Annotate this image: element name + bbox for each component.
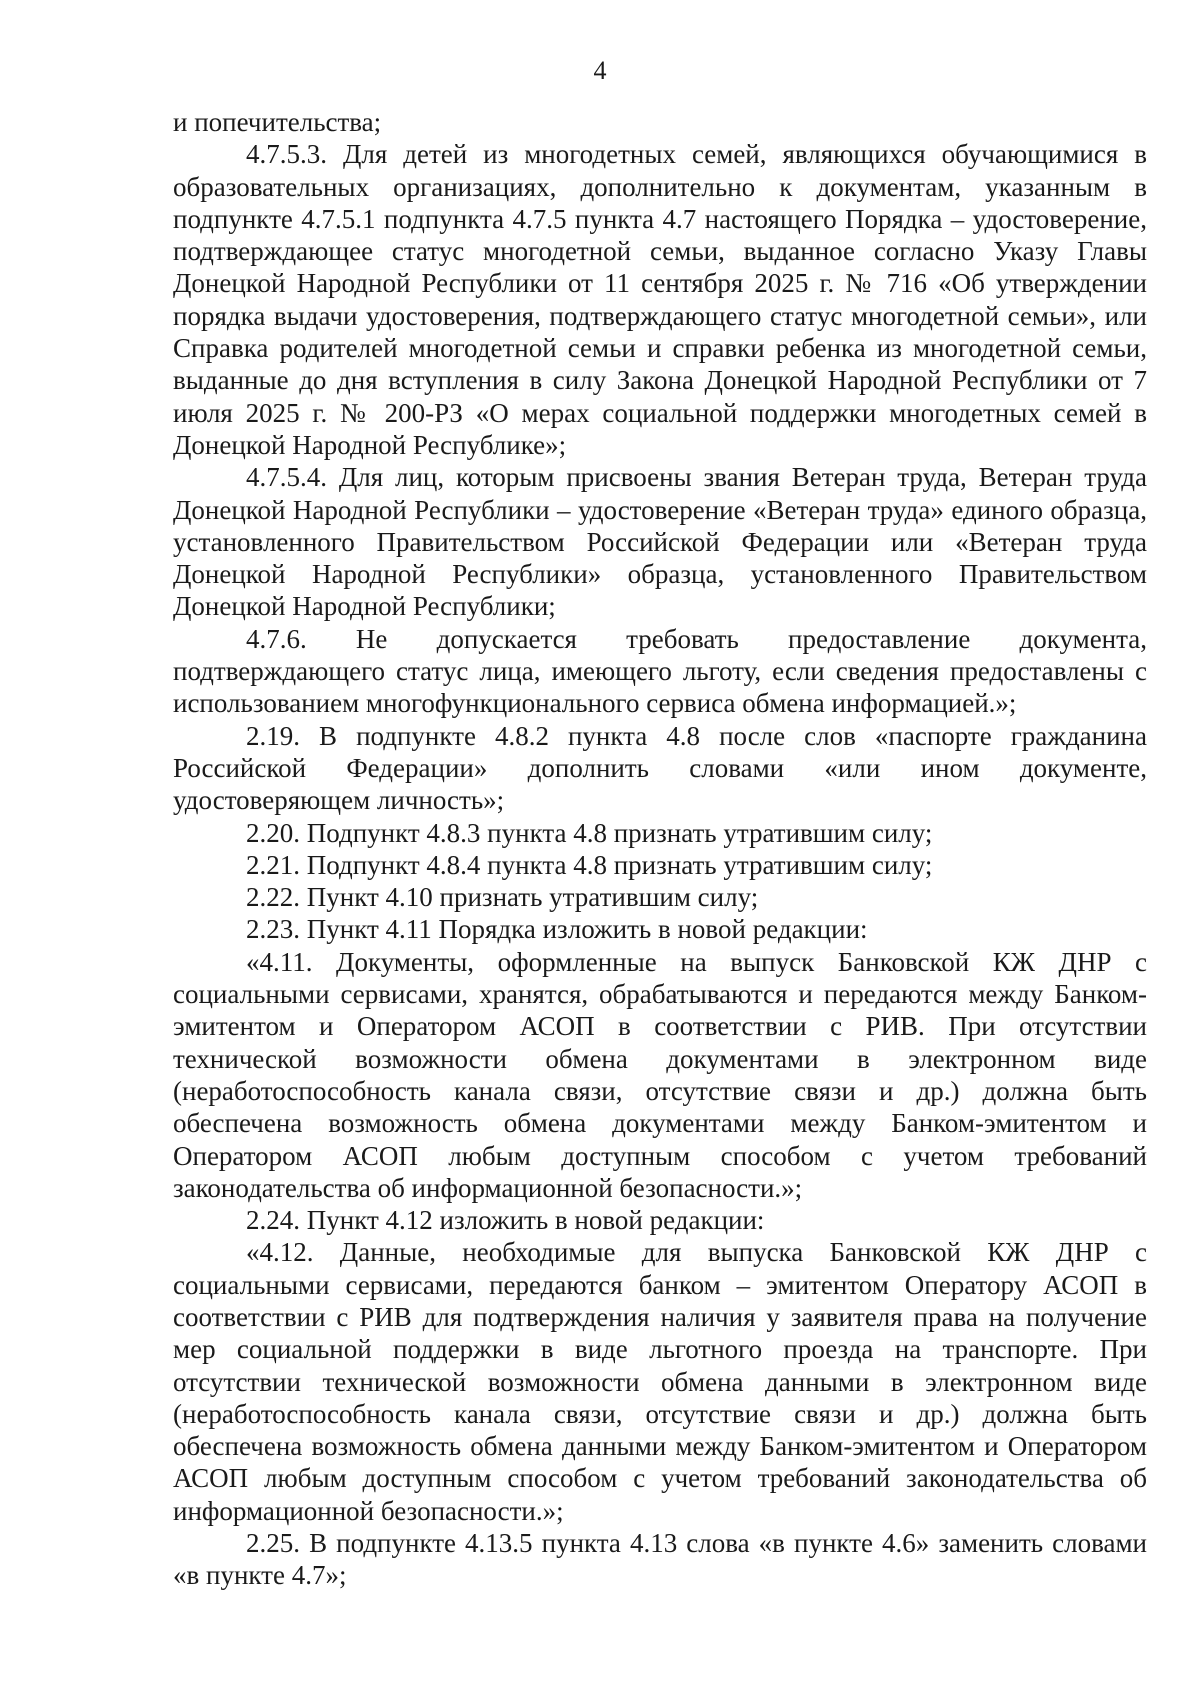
paragraph-2-23: 2.23. Пункт 4.11 Порядка изложить в новой редакции: bbox=[246, 914, 868, 945]
paragraph-4-7-5-3: 4.7.5.3. Для детей из многодетных семей, являющихся обучающимися в образовательных организациях, дополнительно к документам, указанным в подпункте 4.7.5.1 подпункта 4.7.5 пункта 4.7 настоящего Порядка – удостоверение, подтверждающее статус многодетной семьи, выданное согласно Указу Главы Донецкой Народной Республики от 11 сентября 2025 г. № 716 «Об утверждении порядка выдачи удостоверения, подтверждающего статус многодетной семьи», или Справка родителей многодетной семьи и справки ребенка из многодетной семьи, выданные до дня вступления в силу Закона Донецкой Народной Республики от 7 июля 2025 г. № 200-РЗ «О мерах социальной поддержки многодетных семей в Донецкой Народной Республике»; bbox=[173, 139, 1147, 460]
paragraph-continuation: и попечительства; bbox=[173, 107, 382, 137]
paragraph-4-7-6: 4.7.6. Не допускается требовать предоставление документа, подтверждающего статус лица, имеющего льготу, если сведения предоставлены с использованием многофункционального сервиса обмена информацией.»; bbox=[173, 623, 1147, 719]
paragraph-4-7-5-4: 4.7.5.4. Для лиц, которым присвоены звания Ветеран труда, Ветеран труда Донецкой Народной Республики – удостоверение «Ветеран труда» единого образца, установленного Правительством Российской Федерации или «Ветеран труда Донецкой Народной Республики» образца, установленного Правительством Донецкой Народной Республики; bbox=[173, 462, 1147, 622]
paragraph-4-11: «4.11. Документы, оформленные на выпуск Банковской КЖ ДНР с социальными сервисами, хранятся, обрабатываются и передаются между Банком-эмитентом и Оператором АСОП в соответствии с РИВ. При отсутствии технической возможности обмена документами в электронном виде (неработоспособность канала связи, отсутствие связи и др.) должна быть обеспечена возможность обмена документами между Банком-эмитентом и Оператором АСОП любым доступным способом с учетом требований законодательства об информационной безопасности.»; bbox=[173, 946, 1147, 1203]
paragraph-2-24: 2.24. Пункт 4.12 изложить в новой редакции: bbox=[246, 1205, 765, 1236]
page-number: 4 bbox=[593, 56, 607, 85]
paragraph-4-12: «4.12. Данные, необходимые для выпуска Банковской КЖ ДНР с социальными сервисами, передаются банком – эмитентом Оператору АСОП в соответствии с РИВ для подтверждения наличия у заявителя права на получение мер социальной поддержки в виде льготного проезда на транспорте. При отсутствии технической возможности обмена данными в электронном виде (неработоспособность канала связи, отсутствие связи и др.) должна быть обеспечена возможность обмена данными между Банком-эмитентом и Оператором АСОП любым доступным способом с учетом требований законодательства об информационной безопасности.»; bbox=[173, 1237, 1147, 1526]
paragraph-2-22: 2.22. Пункт 4.10 признать утратившим силу; bbox=[246, 882, 759, 913]
paragraph-2-19: 2.19. В подпункте 4.8.2 пункта 4.8 после слов «паспорте гражданина Российской Федерации» дополнить словами «или ином документе, удостоверяющем личность»; bbox=[173, 720, 1147, 816]
paragraph-2-20: 2.20. Подпункт 4.8.3 пункта 4.8 признать утратившим силу; bbox=[246, 817, 933, 848]
document-body bbox=[173, 106, 1147, 1592]
paragraph-2-21: 2.21. Подпункт 4.8.4 пункта 4.8 признать утратившим силу; bbox=[246, 849, 933, 880]
paragraph-2-25: 2.25. В подпункте 4.13.5 пункта 4.13 слова «в пункте 4.6» заменить словами «в пункте 4.7»; bbox=[173, 1528, 1147, 1591]
